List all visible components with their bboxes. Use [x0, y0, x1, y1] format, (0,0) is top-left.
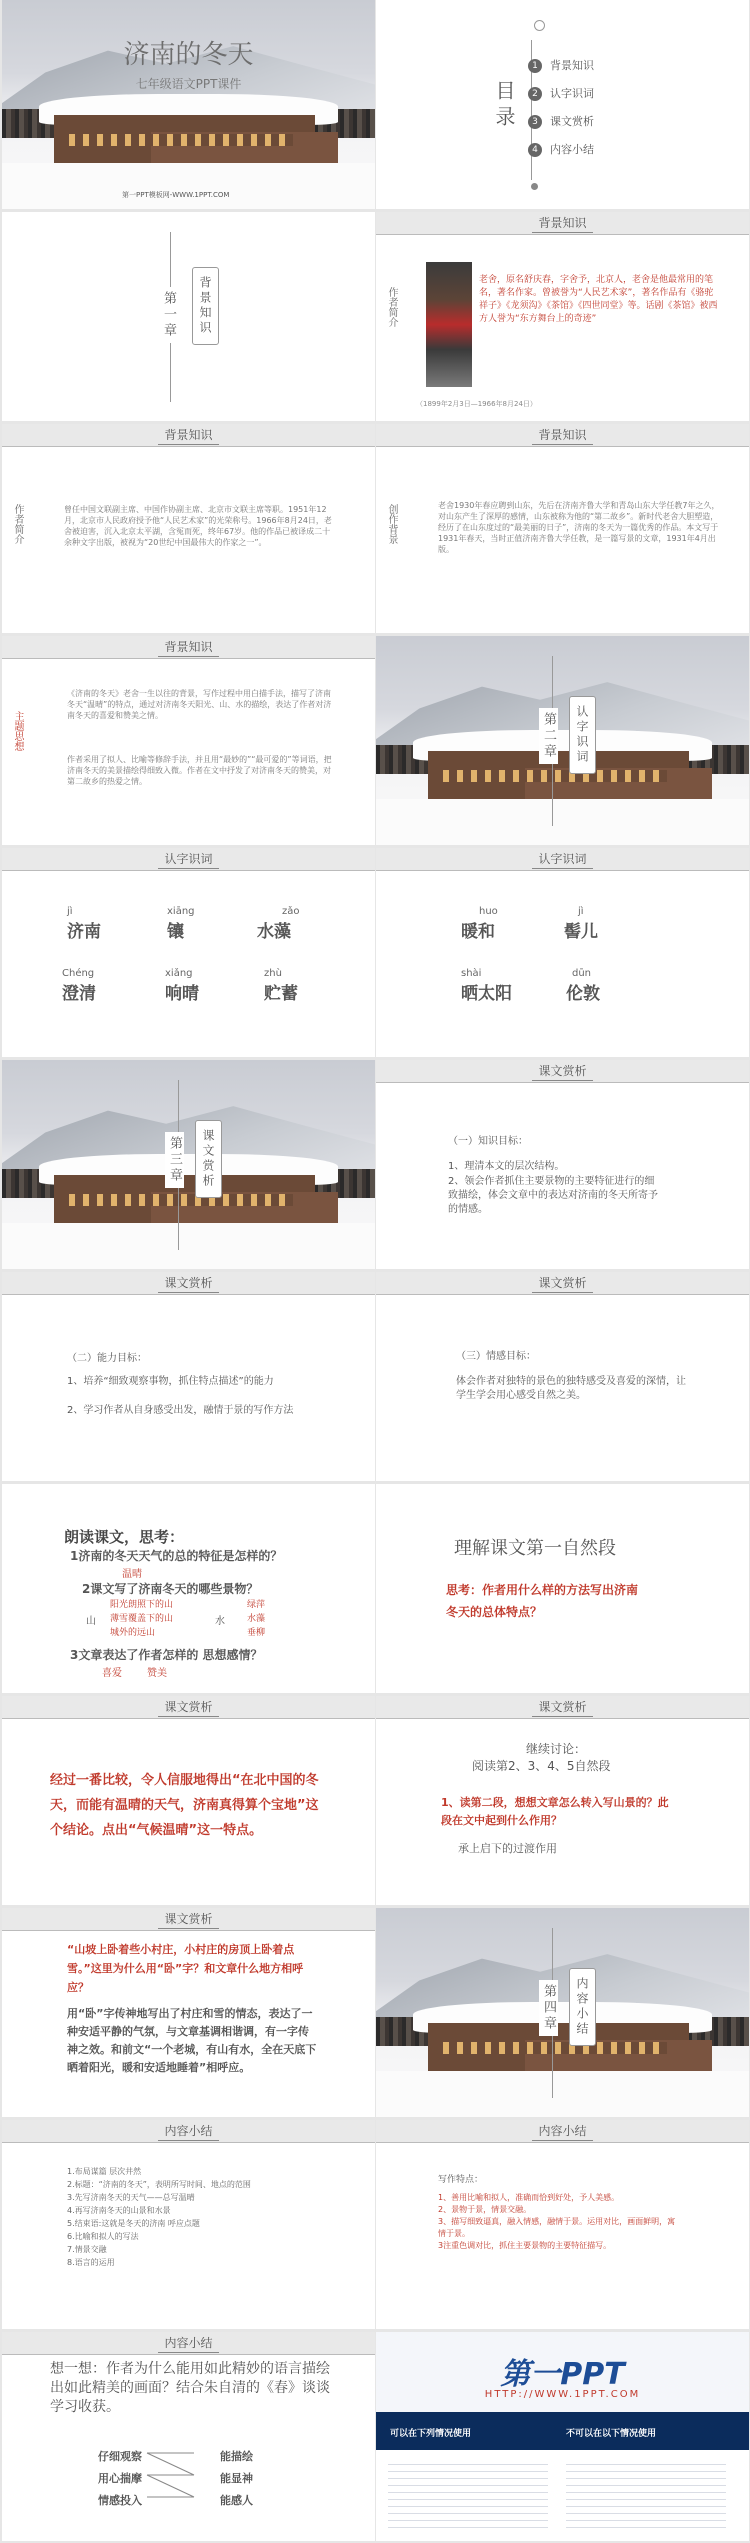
question-1: 1济南的冬天天气的总的特征是怎样的？: [70, 1549, 283, 1563]
slide-summary-3: [2, 2332, 375, 2541]
slide-header: 课文赏析: [376, 1272, 749, 1295]
brand-logo: 第一PPT: [500, 2357, 625, 2392]
usage-allowed-title: 可以在下列情况使用: [390, 2429, 472, 2439]
feature-list: [438, 2192, 678, 2252]
body-text: 曾任中国文联副主席、中国作协副主席、北京市文联主席等职。1951年12月，北京市人民政府授予他“人民艺术家”的光荣称号。1966年8月24日，老舍被迫害，沉入北京太平湖，含冤而死，终年67岁。他的作品已被译成二十余种文字出版，被视为“20世纪中国最伟大的作家之一”。: [64, 505, 332, 547]
slide-brand: [376, 2332, 749, 2541]
dot-deco: [531, 183, 538, 190]
slide-header: 认字识词: [376, 848, 749, 871]
slide-theme: [2, 636, 375, 845]
slide-header: 内容小结: [2, 2120, 375, 2143]
slide-analysis-1: [2, 1696, 375, 1905]
brand-url[interactable]: HTTP://WWW.1PPT.COM: [484, 2389, 641, 2400]
slide-summary-2: [376, 2120, 749, 2329]
slide-analysis-2: [376, 1696, 749, 1905]
mountain-label: 山: [86, 1616, 96, 1627]
slide-header: 课文赏析: [2, 1272, 375, 1295]
slide-vocab-1: [2, 848, 375, 1057]
goal-line: 2、学习作者从自身感受出发，融情于景的写作方法: [67, 1405, 294, 1416]
question: 1、读第二段，想想文章怎么转入写山景的？此段在文中起到什么作用？: [441, 1796, 669, 1827]
slide-title: [2, 0, 375, 209]
slide-analysis-3: [2, 1908, 375, 2117]
contents-item[interactable]: 2 认字识词: [528, 80, 594, 108]
list-item: 2.标题：“济南的冬天”，表明所写时间、地点的范围: [67, 2180, 251, 2189]
question: 想一想：作者为什么能用如此精妙的语言描绘出如此精美的画面？结合朱自清的《春》谈谈学习收获。: [50, 2361, 330, 2415]
section-heading: （三）情感目标：: [456, 1351, 536, 1362]
summary-list: [67, 2165, 251, 2269]
list-item: 3、描写细致逼真，融入情感，融情于景。运用对比，画面鲜明，寓情于景。: [438, 2217, 676, 2238]
contents-list: [528, 52, 594, 164]
slide-header: 背景知识: [2, 636, 375, 659]
slide-header: 课文赏析: [376, 1696, 749, 1719]
chapter-number: 第二章: [539, 708, 558, 764]
slide-chapter-4: [376, 1908, 749, 2117]
side-label: 作者简介: [12, 504, 23, 544]
body-text: 老舍1930年春应聘到山东，先后在济南齐鲁大学和青岛山东大学任教7年之久，对山东产生了深厚的感情，山东被称为他的“第二故乡”。新时代老舍大胆塑造，经历了在山东度过的“最美丽的日子”，济南的冬天为一篇优秀的作品。本文写于1931年春天，当时正值济南齐鲁大学任教，是一篇写景的文章，1931年4月出版。: [438, 501, 720, 554]
slide-header: 认字识词: [2, 848, 375, 871]
slide-header: 课文赏析: [2, 1908, 375, 1931]
vocab-item: shài 晒太阳: [461, 968, 512, 1004]
slide-chapter-1: [2, 212, 375, 421]
page-title: 济南的冬天: [123, 40, 254, 70]
vocab-item: dūn 伦敦: [566, 968, 600, 1004]
slide-header: 课文赏析: [2, 1696, 375, 1719]
question-3: 3文章表达了作者怎样的 思想感情？: [70, 1648, 263, 1662]
slide-header: 背景知识: [376, 212, 749, 235]
section-heading: 写作特点：: [438, 2175, 484, 2185]
slide-ability-goal: [2, 1272, 375, 1481]
list-item: 4.再写济南冬天的山景和水景: [67, 2206, 171, 2215]
goal-line: 1、培养“细致观察事物，抓住特点描述”的能力: [67, 1376, 274, 1387]
goal-line: 体会作者对独特的景色的独特感受及喜爱的深情，让学生学会用心感受自然之美。: [456, 1376, 686, 1401]
vocab-item: Chéng 澄清: [62, 968, 96, 1004]
chapter-number: 第四章: [539, 1980, 558, 2036]
link-table: [376, 2450, 749, 2541]
section-heading: （二）能力目标：: [67, 1353, 147, 1364]
slide-reading-questions: [2, 1484, 375, 1693]
section-heading: （一）知识目标：: [448, 1136, 528, 1147]
contents-heading: 目录: [492, 80, 516, 132]
footer-text: 第一PPT模板网-WWW.1PPT.COM: [122, 191, 230, 199]
chapter-number: 第一章: [159, 287, 178, 343]
vocab-item: jì 髻儿: [564, 906, 598, 942]
list-item: 7.情景交融: [67, 2245, 107, 2254]
method-list: 仔细观察 用心揣摩 情感投入: [98, 2450, 142, 2507]
side-label: 作者简介: [386, 287, 397, 327]
cover-photo: [2, 0, 375, 209]
mountain-list: 阳光朗照下的山 薄雪覆盖下的山 城外的远山: [110, 1600, 174, 1638]
discussion-heading: 继续讨论：: [526, 1742, 587, 1756]
list-item: 2、景物于景，情景交融。: [438, 2205, 532, 2214]
slide-author-intro: [376, 212, 749, 421]
answer: 承上启下的过渡作用: [458, 1842, 557, 1855]
result-list: 能描绘 能显神 能感人: [220, 2450, 253, 2507]
slide-header: 背景知识: [376, 424, 749, 447]
chapter-number: 第三章: [165, 1132, 184, 1188]
author-dates: （1899年2月3日—1966年8月24日）: [416, 400, 537, 408]
author-bio: 老舍，原名舒庆春，字舍予，北京人，老舍是他最常用的笔名，著名作家。曾被誉为“人民艺术家”，著名作品有《骆驼祥子》《龙须沟》《茶馆》《四世同堂》等。话剧《茶馆》被西方人誉为“东方舞台上的奇迹”: [479, 275, 718, 324]
chapter-label: 课文赏析: [195, 1120, 222, 1198]
slide-header: 内容小结: [2, 2332, 375, 2355]
slide-chapter-2: [376, 636, 749, 845]
chapter-label: 认字识词: [569, 696, 596, 774]
slide-knowledge-goal: [376, 1060, 749, 1269]
question: 思考：作者用什么样的方法写出济南冬天的总体特点？: [446, 1583, 639, 1619]
snow-photo: [376, 1908, 749, 2117]
slide-creation-background: [376, 424, 749, 633]
vocab-item: zhù 贮蓄: [264, 968, 298, 1004]
contents-item[interactable]: 1 背景知识: [528, 52, 594, 80]
author-photo: [426, 262, 472, 387]
answer: 用“卧”字传神地写出了村庄和雪的情态，表达了一种安适平静的气氛，与文章基调相谐调，有一字传神之效。和前文“一个老城，有山有水，全在天底下晒着阳光，暖和安适地睡着”相呼应。: [67, 2007, 317, 2074]
goal-line: 1、理清本文的层次结构。: [448, 1161, 565, 1172]
vocab-item: jì 济南: [67, 906, 101, 942]
slide-author-intro-2: [2, 424, 375, 633]
body-text-2: 作者采用了拟人、比喻等修辞手法，并且用“最妙的”“最可爱的”等词语，把济南冬天的美景描绘得细致入微。作者在文中抒发了对济南冬天的赞美，对第二故乡的热爱之情。: [67, 755, 332, 786]
list-item: 1.布局谋篇 层次井然: [67, 2167, 142, 2176]
section-heading: 理解课文第一自然段: [454, 1538, 616, 1559]
contents-item[interactable]: 4 内容小结: [528, 136, 594, 164]
slide-summary-1: [2, 2120, 375, 2329]
slide-emotion-goal: [376, 1272, 749, 1481]
goal-line: 2、领会作者抓住主要景物的主要特征进行的细致描绘，体会文章中的表达对济南的冬天所寄予的情感。: [448, 1176, 658, 1215]
chapter-label: 内容小结: [569, 1968, 596, 2046]
question: “山坡上卧着些小村庄，小村庄的房顶上卧着点雪。”这里为什么用“卧”字？和文章什么地方相呼应？: [67, 1943, 304, 1994]
vocab-item: zǎo 水藻: [257, 906, 300, 942]
list-item: 1、善用比喻和拟人，准确而恰到好处，予人美感。: [438, 2193, 620, 2202]
slide-chapter-3: [2, 1060, 375, 1269]
circle-deco: [534, 20, 545, 31]
list-item: 3.先写济南冬天的天气——总写温晴: [67, 2193, 195, 2202]
subtitle: 七年级语文PPT课件: [135, 77, 242, 91]
list-item: 3注重色调对比，抓住主要景物的主要特征描写。: [438, 2241, 612, 2250]
water-list: 绿萍 水藻 垂柳: [247, 1600, 266, 1638]
slide-contents: [376, 0, 749, 209]
vocab-item: xiǎng 响晴: [165, 968, 199, 1004]
body-text: 经过一番比较，令人信服地得出“在北中国的冬天，而能有温晴的天气，济南真得算个宝地”这个结论。点出“气候温晴”这一特点。: [50, 1773, 319, 1838]
body-text-1: 《济南的冬天》老舍一生以往的背景，写作过程中用白描手法，描写了济南冬天“温晴”的特点，通过对济南冬天阳光、山、水的描绘，表达了作者对济南冬天的喜爱和赞美之情。: [67, 689, 332, 720]
slide-header: 内容小结: [376, 2120, 749, 2143]
vocab-item: xiāng 镶: [167, 906, 195, 942]
side-label: 主题思想: [12, 711, 23, 751]
slide-vocab-2: [376, 848, 749, 1057]
answer-3a: 喜爱: [102, 1668, 122, 1679]
discussion-scope: 阅读第2、3、4、5自然段: [472, 1759, 611, 1773]
answer-3b: 赞美: [147, 1668, 167, 1679]
list-item: 5.结束语:这就是冬天的济南 呼应点题: [67, 2219, 200, 2228]
snow-photo: [376, 636, 749, 845]
vocab-item: huo 暖和: [461, 906, 498, 942]
slide-header: 课文赏析: [376, 1060, 749, 1083]
slide-paragraph-1: [376, 1484, 749, 1693]
side-label: 创作背景: [386, 504, 397, 544]
section-heading: 朗读课文，思考：: [64, 1528, 185, 1546]
question-2: 2课文写了济南冬天的哪些景物？: [82, 1582, 259, 1596]
slide-header: 背景知识: [2, 424, 375, 447]
snow-photo: [2, 1060, 375, 1269]
chapter-label: 背景知识: [192, 267, 219, 345]
answer-1: 温晴: [122, 1569, 142, 1580]
water-label: 水: [215, 1616, 225, 1627]
usage-forbidden-title: 不可以在以下情况使用: [566, 2429, 657, 2439]
contents-item[interactable]: 3 课文赏析: [528, 108, 594, 136]
list-item: 6.比喻和拟人的写法: [67, 2232, 139, 2241]
list-item: 8.语言的运用: [67, 2258, 115, 2267]
